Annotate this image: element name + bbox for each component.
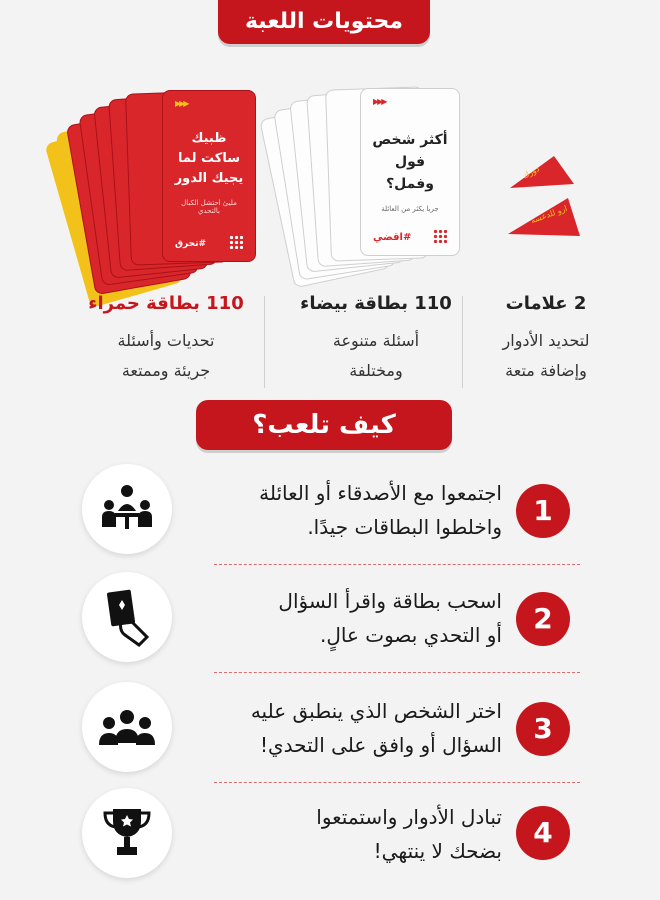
step-text xyxy=(220,476,502,544)
summary-line: أسئلة متنوعة xyxy=(332,331,420,350)
step-line: اجتمعوا مع الأصدقاء أو العائلة xyxy=(259,481,502,505)
white-card-stack xyxy=(276,84,466,264)
red-card-brand: #تحرق xyxy=(175,239,207,249)
dots-icon xyxy=(433,229,447,243)
summary-line: ومختلفة xyxy=(349,361,403,380)
step-line: واخلطوا البطاقات جيدًا. xyxy=(307,515,502,539)
summary-line: لتحديد الأدوار xyxy=(502,331,590,350)
step-line: اسحب بطاقة واقرأ السؤال xyxy=(278,589,502,613)
step-line: تبادل الأدوار واستمتعوا xyxy=(316,805,502,829)
summary-markers xyxy=(446,290,646,386)
red-card xyxy=(162,90,256,262)
white-card-hint: جربا يكثر من العائلة xyxy=(381,205,439,213)
white-card-question: أكثر شخص فول وفمل؟ xyxy=(372,132,448,192)
summary-title: 110 بطاقة بيضاء xyxy=(300,293,452,314)
turn-marker-label: دورك xyxy=(520,164,541,181)
step-3 xyxy=(0,676,660,786)
step-text xyxy=(220,694,502,762)
step-line: بضحك لا ينتهي! xyxy=(373,839,502,863)
white-card xyxy=(360,88,460,256)
step-line: اختر الشخص الذي ينطبق عليه xyxy=(250,699,502,723)
hand-card-icon xyxy=(82,572,172,662)
red-card-hint: مليئ احتشل الكبال بالتحدي xyxy=(181,199,237,215)
people-icon xyxy=(82,682,172,772)
step-divider xyxy=(214,782,580,783)
dots-icon xyxy=(229,235,243,249)
step-text xyxy=(220,584,502,652)
arrows-icon: ▶▶▶ xyxy=(175,99,188,108)
step-divider xyxy=(214,564,580,565)
step-number: 3 xyxy=(516,702,570,756)
step-text xyxy=(220,800,502,868)
turn-marker-label: ارو للدعسه xyxy=(529,203,569,226)
step-2 xyxy=(0,568,660,678)
red-card-question: ظبيك ساكت لما يجيك الدور xyxy=(174,131,244,186)
step-line: السؤال أو وافق على التحدي! xyxy=(259,733,502,757)
red-card-stack xyxy=(66,88,266,278)
page-title: محتويات اللعبة xyxy=(244,9,404,34)
step-number: 1 xyxy=(516,484,570,538)
summary-title: 2 علامات xyxy=(505,293,587,314)
step-4 xyxy=(0,786,660,896)
white-card-brand: #اقضي xyxy=(373,232,412,243)
summary-red xyxy=(66,290,266,386)
trophy-icon xyxy=(82,788,172,878)
summary-desc xyxy=(446,326,646,386)
arrows-icon: ▶▶▶ xyxy=(373,97,386,106)
step-number: 2 xyxy=(516,592,570,646)
title-banner xyxy=(218,0,430,44)
step-number: 4 xyxy=(516,806,570,860)
step-divider xyxy=(214,672,580,673)
group-table-icon xyxy=(82,464,172,554)
step-1 xyxy=(0,456,660,566)
step-line: أو التحدي بصوت عالٍ. xyxy=(319,623,502,647)
how-to-play-title: كيف تلعب؟ xyxy=(252,410,396,440)
how-to-play-banner xyxy=(196,400,452,450)
summary-desc xyxy=(66,326,266,386)
divider xyxy=(264,296,265,388)
summary-line: وإضافة متعة xyxy=(505,361,587,380)
summary-title: 110 بطاقة حمراء xyxy=(88,293,244,314)
summary-line: جريئة وممتعة xyxy=(121,361,211,380)
summary-line: تحديات وأسئلة xyxy=(117,331,215,350)
turn-marker xyxy=(506,186,586,242)
